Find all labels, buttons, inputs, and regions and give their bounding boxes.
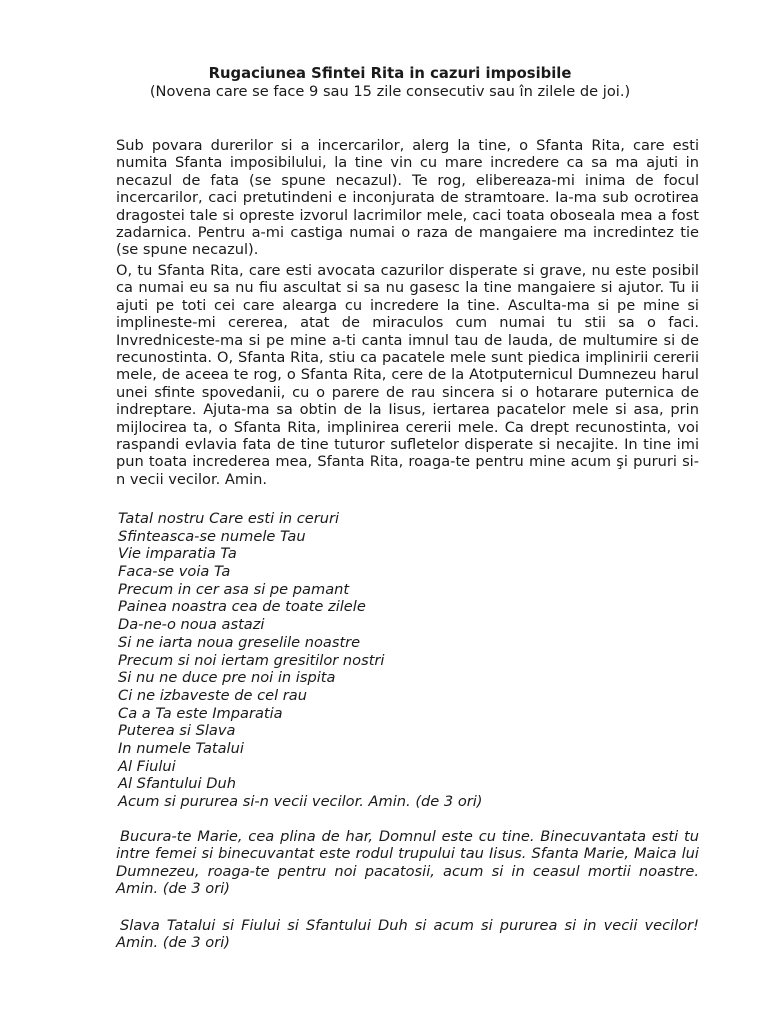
page-subtitle: (Novena care se face 9 sau 15 zile consecutiv sau în zilele de joi.) xyxy=(149,83,631,100)
prayer-line: Acum si pururea si-n vecii vecilor. Amin. (de 3 ori) xyxy=(118,793,483,810)
prayer-line: Al Sfantului Duh xyxy=(118,775,236,793)
prayer-line: Sfinteasca-se numele Tau xyxy=(118,527,306,545)
prayer-line: Painea noastra cea de toate zilele xyxy=(118,598,366,616)
paragraph-1 xyxy=(116,137,699,259)
prayer-line: Da-ne-o noua astazi xyxy=(118,616,265,634)
prayer-line: Precum si noi iertam gresitilor nostri xyxy=(118,651,385,669)
prayer-line: Tatal nostru Care esti in ceruri xyxy=(118,510,340,527)
prayer-line: Vie imparatia Ta xyxy=(118,545,237,563)
prayer-line: Al Fiului xyxy=(118,757,176,775)
prayer-line: In numele Tatalui xyxy=(118,739,244,757)
glory-be-prayer: Slava Tatalui si Fiului si Sfantului Duh si acum si pururea si in vecii vecilor! Amin. (de 3 ori) xyxy=(116,917,699,952)
prayer-line: Puterea si Slava xyxy=(118,722,236,740)
prayer-line: Precum in cer asa si pe pamant xyxy=(118,580,350,598)
paragraph-2 xyxy=(116,262,699,488)
hail-mary-prayer: Bucura-te Marie, cea plina de har, Domnul este cu tine. Binecuvantata esti tu intre femei si binecuvantat este rodul trupului tau Iisus. Sfanta Marie, Maica lui Dumnezeu, roaga-te pentru noi pacatosii, acum si in ceasul mortii noastre. Amin. (de 3 ori) xyxy=(116,828,699,898)
lords-prayer xyxy=(118,510,678,811)
paragraph-text: Sub povara durerilor si a incercarilor, alerg la tine, o Sfanta Rita, care esti numita Sfanta imposibilului, la tine vin cu mare incredere ca sa ma ajuti in necazul de fata (se spune necazul). Te rog, elibereaza-mi inima de focul incercarilor, caci pretutindeni e inconjurata de stramtoare. Ia-ma sub ocrotirea dragostei tale si opreste izvorul lacrimilor mele, caci toata oboseala mea a fost zadarnica. Pentru a-mi castiga numai o raza de mangaiere ma incredintez tie (se spune necazul). xyxy=(116,137,699,259)
prayer-line: Faca-se voia Ta xyxy=(118,563,231,581)
page-title: Rugaciunea Sfintei Rita in cazuri imposibile xyxy=(208,65,572,82)
prayer-line: Si nu ne duce pre noi in ispita xyxy=(118,669,336,687)
paragraph-text: O, tu Sfanta Rita, care esti avocata cazurilor disperate si grave, nu este posibil ca numai eu sa nu fiu ascultat si sa nu gasesc la tine mangaiere si ajutor. Tu ii ajuti pe toti cei care alearga cu incredere la tine. Asculta-ma si pe mine si implineste-mi cererea, atat de miraculos cum numai tu stii sa o faci. Invredniceste-ma si pe mine a-ti canta imnul tau de lauda, de multumire si de recunostinta. O, Sfanta Rita, stiu ca pacatele mele sunt piedica implinirii cererii mele, de aceea te rog, o Sfanta Rita, cere de la Atotputernicul Dumnezeu harul unei sfinte spovedanii, cu o parere de rau sincera si o hotarare puternica de indreptare. Ajuta-ma sa obtin de la Iisus, iertarea pacatelor mele si asa, prin mijlocirea ta, o Sfanta Rita, implinirea cererii mele. Ca drept recunostinta, voi raspandi evlavia fata de tine tuturor sufletelor disperate si necajite. In tine imi pun toata increderea mea, Sfanta Rita, roaga-te pentru mine acum şi pururi si-n vecii vecilor. Amin. xyxy=(116,262,699,488)
prayer-line: Ca a Ta este Imparatia xyxy=(118,704,283,722)
prayer-line: Si ne iarta noua greselile noastre xyxy=(118,633,361,651)
prayer-line: Ci ne izbaveste de cel rau xyxy=(118,686,307,704)
